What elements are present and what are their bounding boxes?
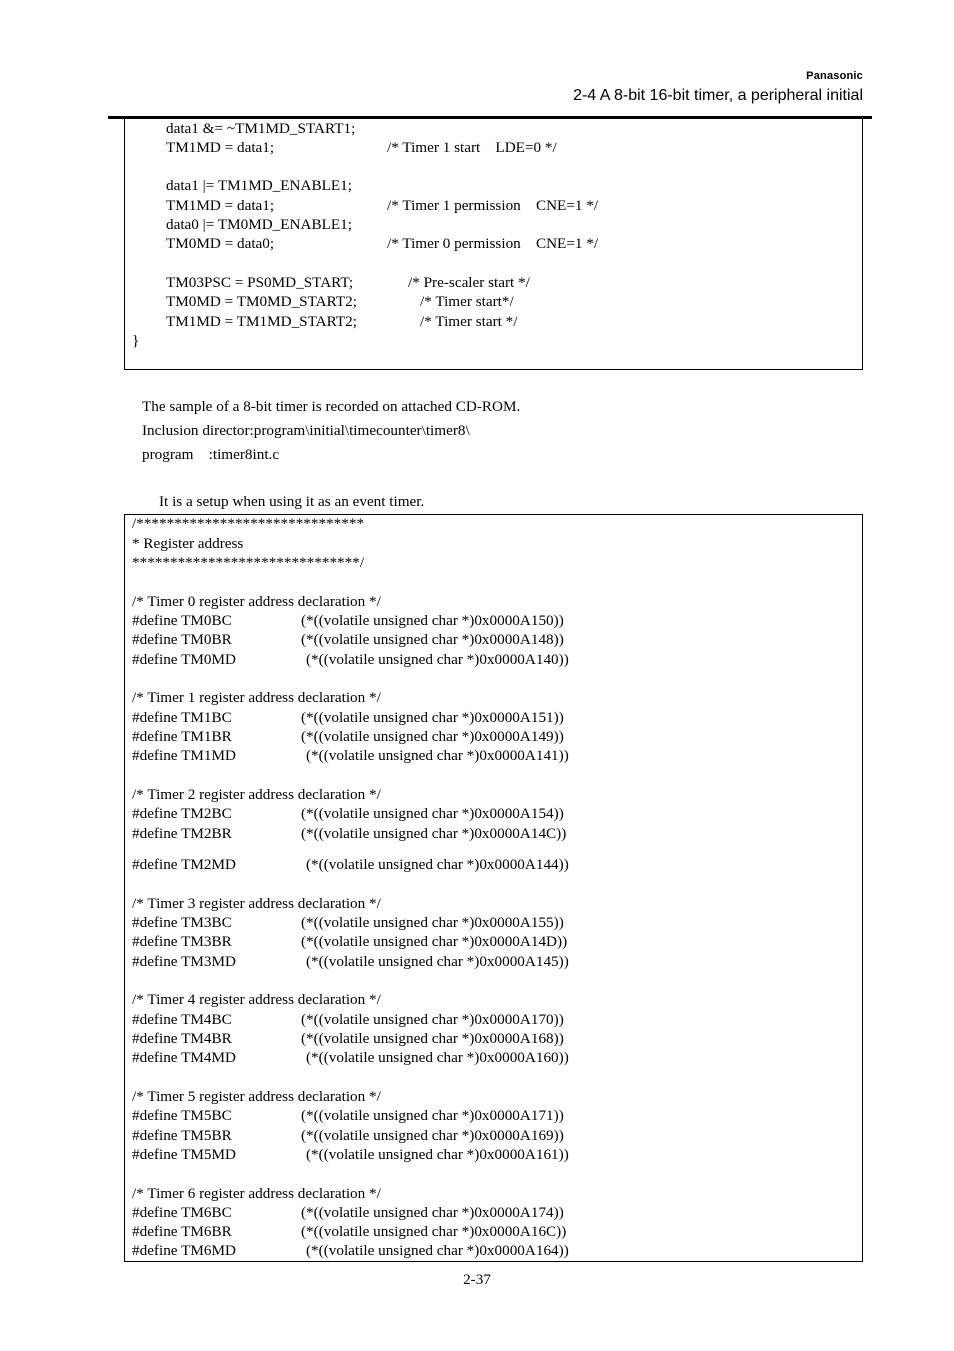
define-value: (*((volatile unsigned char *)0x0000A16C)) xyxy=(301,1223,567,1240)
define-name: #define TM0BC xyxy=(132,612,232,629)
code-line: TM1MD = data1; xyxy=(166,197,275,214)
paragraph-line: program :timer8int.c xyxy=(142,446,280,463)
code-comment: /* Timer 1 permission CNE=1 */ xyxy=(387,197,599,214)
group-comment: /* Timer 3 register address declaration */ xyxy=(132,895,381,912)
define-value: (*((volatile unsigned char *)0x0000A174)) xyxy=(301,1204,564,1221)
define-value: (*((volatile unsigned char *)0x0000A171)) xyxy=(301,1107,564,1124)
code-line: TM03PSC = PS0MD_START; xyxy=(166,274,354,291)
code-line: data1 |= TM1MD_ENABLE1; xyxy=(166,177,352,194)
define-name: #define TM6MD xyxy=(132,1242,236,1259)
group-comment: /* Timer 0 register address declaration */ xyxy=(132,593,381,610)
define-value: (*((volatile unsigned char *)0x0000A164)) xyxy=(306,1242,569,1259)
brand-logo-text: Panasonic xyxy=(806,70,863,82)
define-name: #define TM1MD xyxy=(132,747,236,764)
define-name: #define TM2BR xyxy=(132,825,232,842)
define-value: (*((volatile unsigned char *)0x0000A14C)) xyxy=(301,825,567,842)
define-name: #define TM5BC xyxy=(132,1107,232,1124)
code-line: TM1MD = TM1MD_START2; xyxy=(166,313,357,330)
define-value: (*((volatile unsigned char *)0x0000A149)) xyxy=(301,728,564,745)
define-name: #define TM6BC xyxy=(132,1204,232,1221)
group-comment: /* Timer 4 register address declaration */ xyxy=(132,991,381,1008)
define-value: (*((volatile unsigned char *)0x0000A170)) xyxy=(301,1011,564,1028)
define-name: #define TM3MD xyxy=(132,953,236,970)
code-banner: /****************************** xyxy=(132,515,365,532)
define-name: #define TM1BC xyxy=(132,709,232,726)
define-name: #define TM0MD xyxy=(132,651,236,668)
define-value: (*((volatile unsigned char *)0x0000A154)) xyxy=(301,805,564,822)
define-value: (*((volatile unsigned char *)0x0000A145)) xyxy=(306,953,569,970)
page-number: 2-37 xyxy=(463,1271,491,1288)
define-value: (*((volatile unsigned char *)0x0000A150)) xyxy=(301,612,564,629)
code-comment: /* Pre-scaler start */ xyxy=(408,274,530,291)
paragraph-line: Inclusion director:program\initial\timecounter\timer8\ xyxy=(142,422,470,439)
define-value: (*((volatile unsigned char *)0x0000A169)) xyxy=(301,1127,564,1144)
define-name: #define TM6BR xyxy=(132,1223,232,1240)
group-comment: /* Timer 1 register address declaration */ xyxy=(132,689,381,706)
code-comment: /* Timer start */ xyxy=(420,313,518,330)
group-comment: /* Timer 6 register address declaration */ xyxy=(132,1185,381,1202)
section-title: 2-4 A 8-bit 16-bit timer, a peripheral initial xyxy=(573,87,863,104)
define-name: #define TM2MD xyxy=(132,856,236,873)
define-value: (*((volatile unsigned char *)0x0000A151)) xyxy=(301,709,564,726)
paragraph-line: The sample of a 8-bit timer is recorded on attached CD-ROM. xyxy=(142,398,521,415)
define-name: #define TM0BR xyxy=(132,631,232,648)
code-comment: /* Timer start*/ xyxy=(420,293,514,310)
group-comment: /* Timer 5 register address declaration */ xyxy=(132,1088,381,1105)
define-value: (*((volatile unsigned char *)0x0000A155)) xyxy=(301,914,564,931)
define-value: (*((volatile unsigned char *)0x0000A168)) xyxy=(301,1030,564,1047)
define-value: (*((volatile unsigned char *)0x0000A140)) xyxy=(306,651,569,668)
code-banner: ******************************/ xyxy=(132,554,365,571)
code-comment: /* Timer 1 start LDE=0 */ xyxy=(387,139,557,156)
define-name: #define TM1BR xyxy=(132,728,232,745)
group-comment: /* Timer 2 register address declaration */ xyxy=(132,786,381,803)
define-value: (*((volatile unsigned char *)0x0000A148)) xyxy=(301,631,564,648)
code-line: data1 &= ~TM1MD_START1; xyxy=(166,120,356,137)
define-value: (*((volatile unsigned char *)0x0000A144)) xyxy=(306,856,569,873)
code-banner: * Register address xyxy=(132,535,244,552)
code-line: } xyxy=(132,332,140,349)
define-name: #define TM4BR xyxy=(132,1030,232,1047)
define-value: (*((volatile unsigned char *)0x0000A161)) xyxy=(306,1146,569,1163)
define-name: #define TM5BR xyxy=(132,1127,232,1144)
define-name: #define TM4MD xyxy=(132,1049,236,1066)
define-value: (*((volatile unsigned char *)0x0000A141)) xyxy=(306,747,569,764)
code-line: TM0MD = data0; xyxy=(166,235,275,252)
define-name: #define TM3BC xyxy=(132,914,232,931)
code-line: TM0MD = TM0MD_START2; xyxy=(166,293,357,310)
define-name: #define TM5MD xyxy=(132,1146,236,1163)
define-value: (*((volatile unsigned char *)0x0000A14D)) xyxy=(301,933,568,950)
define-name: #define TM2BC xyxy=(132,805,232,822)
paragraph-line: It is a setup when using it as an event timer. xyxy=(159,493,425,510)
code-line: TM1MD = data1; xyxy=(166,139,275,156)
code-line: data0 |= TM0MD_ENABLE1; xyxy=(166,216,352,233)
define-name: #define TM3BR xyxy=(132,933,232,950)
code-comment: /* Timer 0 permission CNE=1 */ xyxy=(387,235,599,252)
define-value: (*((volatile unsigned char *)0x0000A160)) xyxy=(306,1049,569,1066)
define-name: #define TM4BC xyxy=(132,1011,232,1028)
